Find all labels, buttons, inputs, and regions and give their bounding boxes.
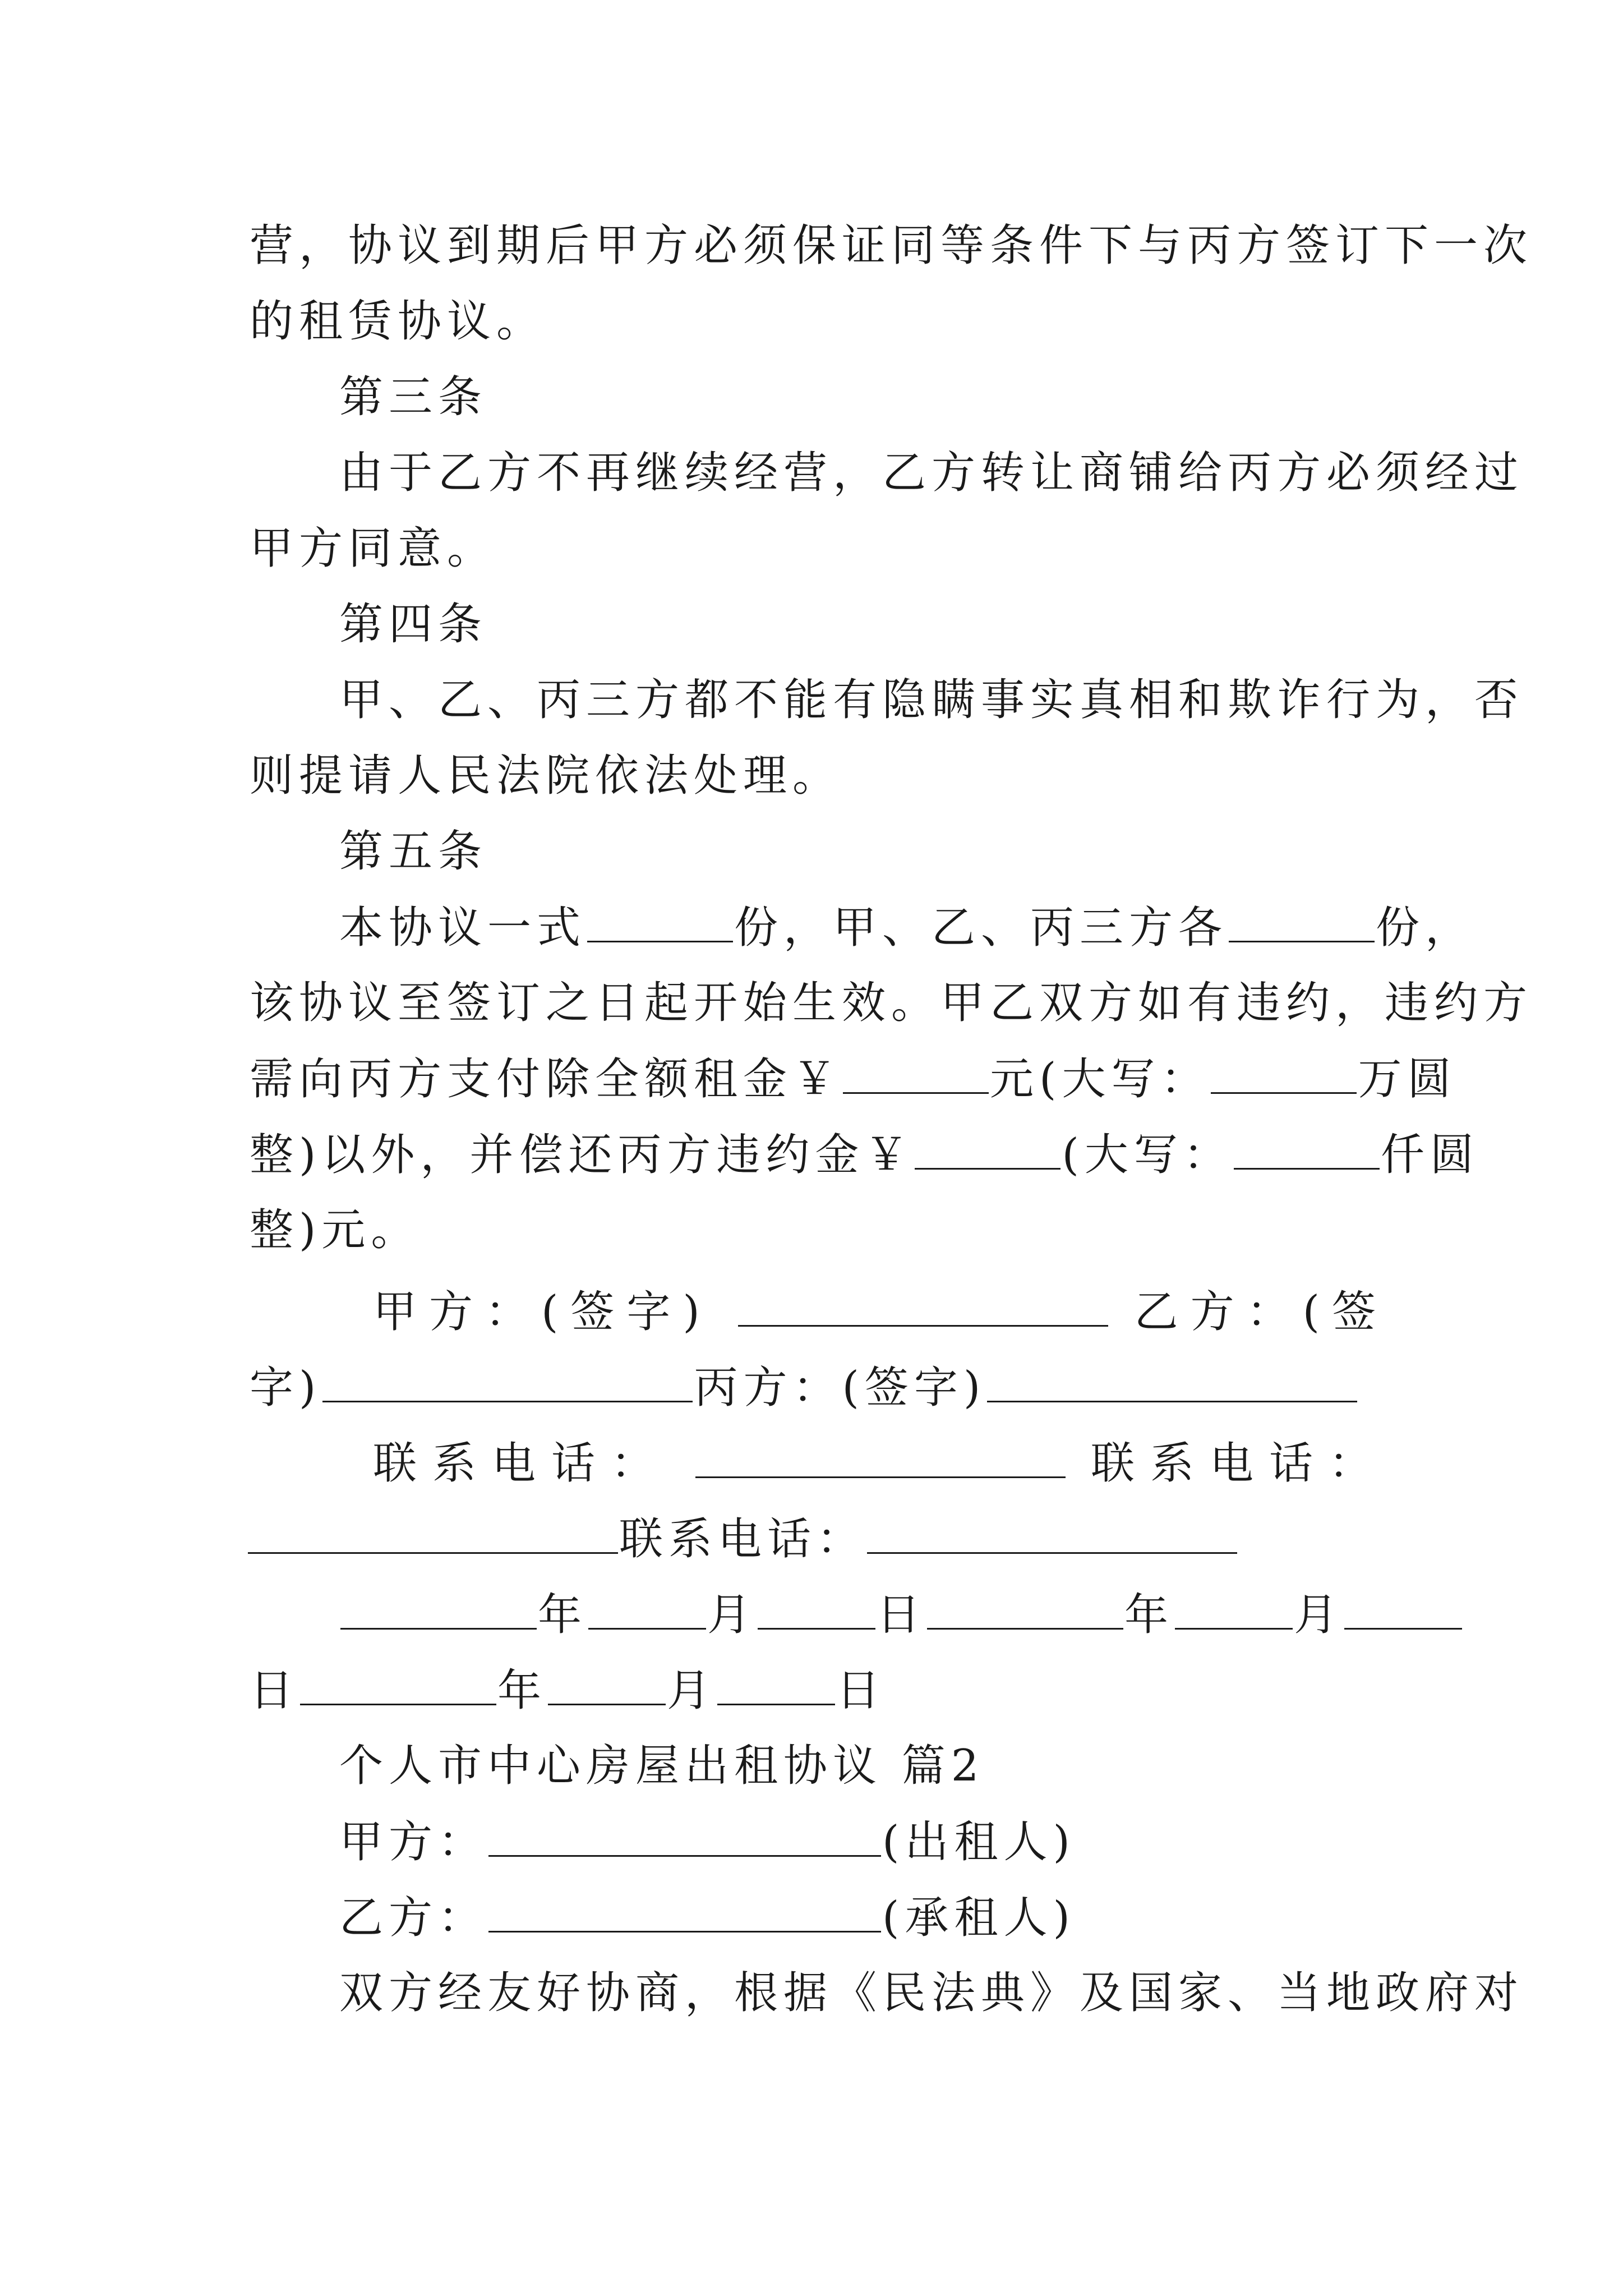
paragraph-line: 该协议至签订之日起开始生效。甲乙双方如有违约，违约方 bbox=[250, 978, 1533, 1028]
party-b-label: 乙方： bbox=[339, 1893, 488, 1943]
text-fragment: (大写： bbox=[1062, 1130, 1233, 1180]
signature-line bbox=[250, 1360, 1388, 1414]
article-5-title: 第五条 bbox=[339, 826, 488, 877]
day-blank bbox=[1344, 1588, 1462, 1630]
year-blank bbox=[927, 1588, 1123, 1630]
paragraph-line: 的租赁协议。 bbox=[250, 296, 546, 347]
party-a-line bbox=[339, 1815, 1388, 1869]
article-4-title: 第四条 bbox=[339, 599, 488, 650]
party-b-sign-label: 乙方：(签 bbox=[1134, 1287, 1388, 1337]
party-a-label: 甲方： bbox=[339, 1817, 488, 1867]
text-fragment: 整)以外，并偿还丙方违约金￥ bbox=[250, 1130, 914, 1180]
month-label: 月 bbox=[667, 1665, 717, 1716]
text-fragment: 需向丙方支付除全额租金￥ bbox=[250, 1054, 842, 1105]
party-b-line bbox=[339, 1890, 1388, 1944]
party-c-sign-label: 丙方：(签字) bbox=[694, 1363, 986, 1413]
fill-in-blank bbox=[587, 900, 733, 942]
paragraph-line bbox=[250, 1128, 1479, 1181]
date-line bbox=[250, 1663, 1388, 1717]
fill-in-blank bbox=[843, 1052, 989, 1094]
text-fragment: 本协议一式 bbox=[339, 903, 587, 953]
paragraph-line bbox=[250, 1052, 1457, 1106]
day-label: 日 bbox=[877, 1590, 926, 1640]
date-line bbox=[339, 1588, 1388, 1641]
text-fragment: 份， bbox=[1376, 903, 1475, 953]
paragraph-line: 整)元。 bbox=[250, 1205, 421, 1255]
fill-in-blank bbox=[915, 1128, 1061, 1170]
fill-in-blank bbox=[1234, 1128, 1380, 1170]
paragraph-line bbox=[339, 900, 1475, 954]
signature-line bbox=[373, 1285, 1388, 1338]
signature-blank bbox=[987, 1360, 1357, 1402]
paragraph-line: 由于乙方不再继续经营，乙方转让商铺给丙方必须经过 bbox=[339, 448, 1524, 498]
paragraph-line: 则提请人民法院依法处理。 bbox=[250, 751, 842, 801]
month-blank bbox=[588, 1588, 706, 1630]
phone-blank bbox=[867, 1512, 1237, 1554]
month-blank bbox=[548, 1663, 666, 1705]
text-fragment: 元(大写： bbox=[990, 1054, 1210, 1105]
party-a-role: (出租人) bbox=[882, 1817, 1076, 1867]
fill-in-blank bbox=[1211, 1052, 1357, 1094]
day-label: 日 bbox=[836, 1665, 886, 1716]
month-label: 月 bbox=[1294, 1590, 1344, 1640]
phone-blank bbox=[695, 1436, 1066, 1478]
party-a-sign-label: 甲方：(签字) bbox=[373, 1287, 712, 1337]
phone-label: 联系电话： bbox=[619, 1514, 866, 1565]
section-title: 个人市中心房屋出租协议 篇2 bbox=[339, 1741, 985, 1791]
year-label: 年 bbox=[538, 1590, 588, 1640]
day-blank bbox=[717, 1663, 835, 1705]
phone-line bbox=[247, 1512, 1385, 1566]
party-a-blank bbox=[488, 1815, 881, 1857]
signature-blank bbox=[322, 1360, 693, 1402]
day-blank bbox=[758, 1588, 875, 1630]
signature-blank bbox=[738, 1285, 1108, 1327]
party-b-blank bbox=[488, 1890, 881, 1932]
text-fragment: 仟圆 bbox=[1380, 1130, 1479, 1180]
phone-line bbox=[373, 1436, 1388, 1490]
text-fragment: 万圆 bbox=[1358, 1054, 1457, 1105]
paragraph-line: 营，协议到期后甲方必须保证同等条件下与丙方签订下一次 bbox=[250, 220, 1533, 271]
month-label: 月 bbox=[707, 1590, 757, 1640]
text-fragment: 份，甲、乙、丙三方各 bbox=[734, 903, 1228, 953]
year-blank bbox=[340, 1588, 537, 1630]
phone-label: 联系电话： bbox=[1090, 1438, 1388, 1489]
day-label: 日 bbox=[250, 1665, 299, 1716]
year-label: 年 bbox=[1124, 1590, 1174, 1640]
fill-in-blank bbox=[1229, 900, 1375, 942]
year-blank bbox=[300, 1663, 496, 1705]
phone-label: 联系电话： bbox=[373, 1438, 671, 1489]
paragraph-line: 双方经友好协商，根据《民法典》及国家、当地政府对 bbox=[339, 1968, 1524, 2018]
text-fragment: 字) bbox=[250, 1363, 322, 1413]
phone-blank bbox=[248, 1512, 618, 1554]
paragraph-line: 甲、乙、丙三方都不能有隐瞒事实真相和欺诈行为，否 bbox=[339, 675, 1524, 725]
month-blank bbox=[1175, 1588, 1293, 1630]
party-b-role: (承租人) bbox=[882, 1893, 1076, 1943]
article-3-title: 第三条 bbox=[339, 372, 488, 422]
year-label: 年 bbox=[497, 1665, 547, 1716]
paragraph-line: 甲方同意。 bbox=[250, 523, 497, 574]
